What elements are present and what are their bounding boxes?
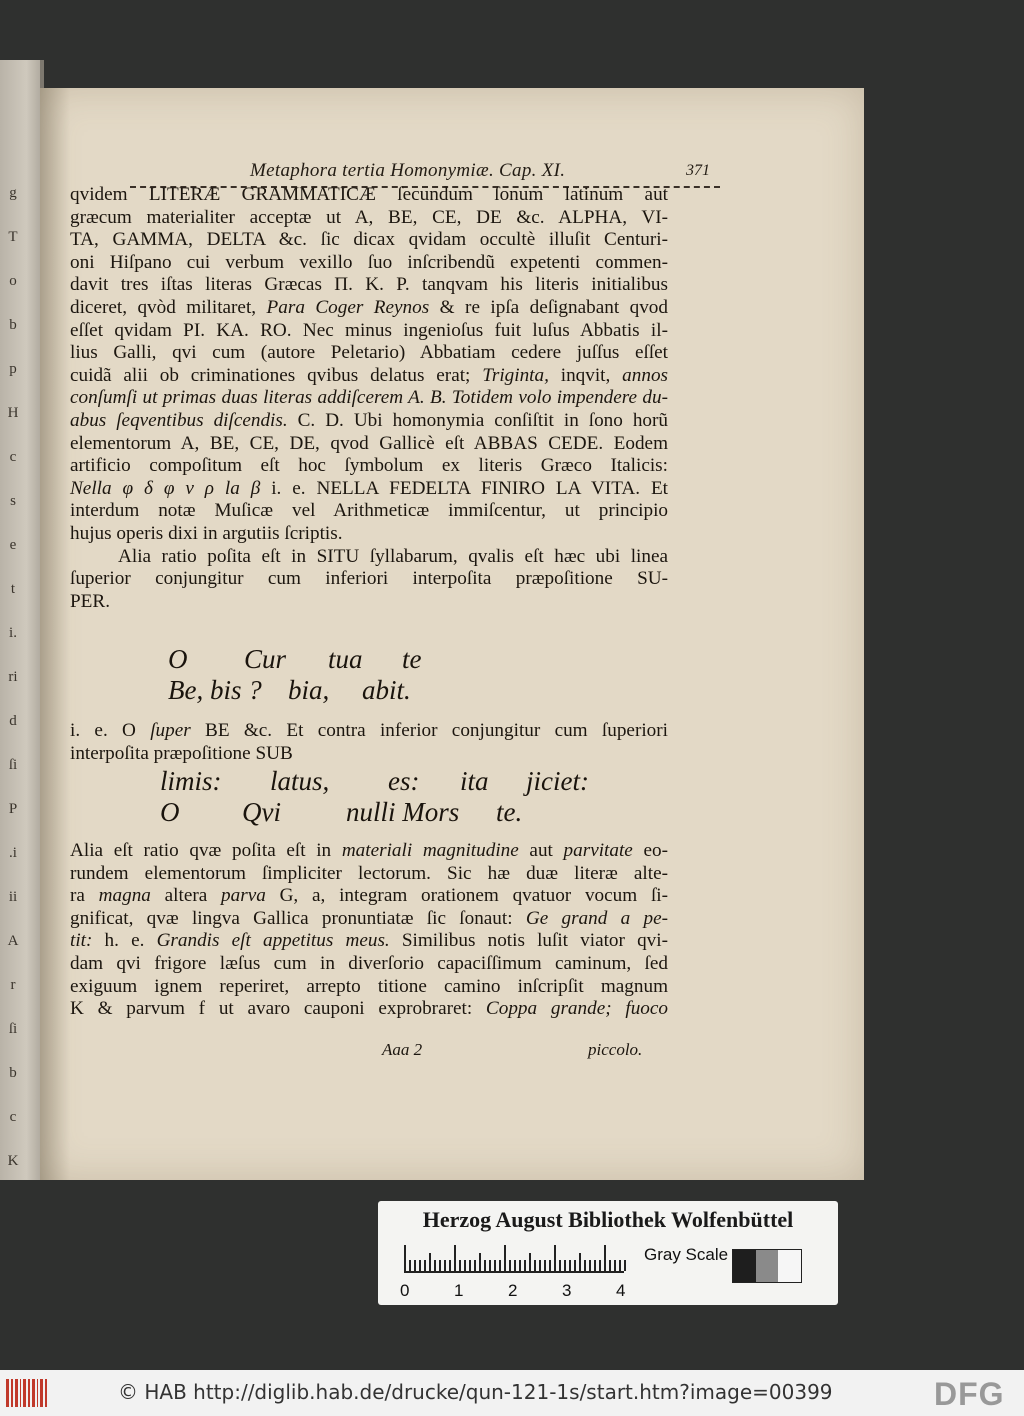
text-span: hujus operis dixi in argutiis ſcriptis. <box>70 522 343 544</box>
text-span: elementorum A, BE, CE, DE, qvod Gallicè eſt ABBAS CEDE. Eodem <box>70 432 668 454</box>
ruler-tick <box>429 1253 431 1271</box>
library-color-bar <box>378 1201 838 1305</box>
barcode-bar <box>40 1379 43 1407</box>
ruler-tick <box>614 1260 616 1271</box>
ruler-tick <box>459 1260 461 1271</box>
verse-super <box>168 644 422 706</box>
italic-span: ſuper <box>150 720 191 741</box>
text-span: ra <box>70 885 99 907</box>
italic-span: Para Coger Reynos <box>266 296 430 318</box>
verse-word: bia, <box>288 675 330 705</box>
barcode-bar <box>28 1379 30 1407</box>
text-span: BE &c. Et contra inferior conjungitur cum ſuperiori <box>190 720 668 741</box>
italic-span: parvitate <box>563 840 633 861</box>
left-page-letter: A <box>7 933 19 949</box>
gray-scale-patch <box>732 1249 802 1283</box>
left-page-letter: t <box>10 581 16 597</box>
text-line <box>70 568 668 591</box>
ruler-tick <box>609 1260 611 1271</box>
ruler-tick <box>559 1260 561 1271</box>
verse-word: jiciet: <box>526 766 589 796</box>
text-span: inqvit, <box>548 364 623 386</box>
text-span: ſuperior conjungitur cum inferiori interpoſita præpoſitione SU- <box>70 568 668 590</box>
ruler-tick <box>594 1260 596 1271</box>
text-block-bottom <box>70 840 668 1021</box>
barcode-bar <box>32 1379 35 1407</box>
italic-span: materiali magnitudine <box>341 840 519 861</box>
text-span: interdum notæ Muſicæ vel Arithmeticæ immiſcentur, ut principio <box>70 500 668 522</box>
left-page-letter: g <box>9 185 17 201</box>
text-block-top <box>70 184 668 613</box>
text-span: rundem elementorum ſimpliciter lectorum. Sic hæ duæ literæ alte- <box>70 862 668 884</box>
left-page-letter: r <box>10 977 16 993</box>
barcode-bar <box>6 1379 9 1407</box>
gray-swatch <box>756 1250 779 1282</box>
ruler-tick <box>494 1260 496 1271</box>
text-span: altera <box>150 885 222 907</box>
ruler-tick <box>554 1245 556 1271</box>
barcode-bar <box>37 1379 38 1407</box>
text-line <box>70 320 668 343</box>
ruler-tick <box>454 1245 456 1271</box>
verse-word: Be, bis ? <box>168 675 262 705</box>
book-page <box>40 88 864 1180</box>
ruler-tick <box>549 1260 551 1271</box>
ruler-tick <box>439 1260 441 1271</box>
left-page-letter: d <box>9 713 17 729</box>
text-line <box>70 930 668 953</box>
text-line <box>70 229 668 252</box>
body-text <box>70 184 668 613</box>
italic-span: Ge grand a pe- <box>525 907 668 929</box>
text-span: i. e. O <box>70 720 151 741</box>
verse-word: te. <box>496 797 523 827</box>
text-span: Alia eſt ratio qvæ poſita eſt in <box>70 840 342 861</box>
verse-word: Qvi <box>242 797 281 827</box>
text-line <box>70 478 668 501</box>
ruler-tick <box>489 1260 491 1271</box>
text-line <box>70 433 668 456</box>
ruler-tick <box>409 1260 411 1271</box>
italic-span: annos <box>622 364 668 386</box>
barcode-bar <box>15 1379 18 1407</box>
text-span: Similibus notis luſit viator qvi- <box>389 930 668 952</box>
italic-span: conſumſi ut primas duas literas addiſcerem A. B. Totidem volo impendere du- <box>70 387 668 409</box>
verse-word: te <box>402 644 422 674</box>
text-line <box>70 500 668 523</box>
ruler-tick <box>584 1260 586 1271</box>
italic-span: Coppa grande; fuoco <box>485 998 668 1020</box>
text-line <box>70 297 668 320</box>
ruler-tick <box>474 1260 476 1271</box>
text-line <box>70 998 668 1021</box>
left-page-letter: s <box>10 493 16 509</box>
running-head-title: Metaphora tertia Homonymiæ. Cap. XI. <box>250 160 566 181</box>
footer-url[interactable]: © HAB http://diglib.hab.de/drucke/qun-121-1s/start.htm?image=00399 <box>118 1380 833 1404</box>
ruler-tick <box>564 1260 566 1271</box>
text-span: i. e. NELLA FEDELTA FINIRO LA VITA. Et <box>260 477 668 499</box>
ruler-tick <box>539 1260 541 1271</box>
page-number: 371 <box>686 162 710 179</box>
left-page-letter: ii <box>8 889 18 905</box>
left-page-letter: o <box>9 273 17 289</box>
italic-span: Nella φ δ φ ν ρ la β <box>70 477 261 499</box>
left-page-letter: P <box>8 801 18 817</box>
text-span: eo- <box>632 840 668 861</box>
left-page-letter: H <box>7 405 19 421</box>
ruler-label: 1 <box>454 1281 464 1300</box>
ruler-tick <box>434 1260 436 1271</box>
verse-line <box>160 797 589 828</box>
text-span: lius Galli, qvi cum (autore Peletario) Abbatiam cedere juſſus eſſet <box>70 342 668 364</box>
ruler-tick <box>514 1260 516 1271</box>
text-line <box>70 976 668 999</box>
text-span: h. e. <box>92 930 157 952</box>
text-span: TA, GAMMA, DELTA &c. ſic dicax qvidam occultè illuſit Centuri- <box>70 229 668 251</box>
italic-span: Triginta, <box>482 364 549 386</box>
text-line <box>70 908 668 931</box>
ruler-tick <box>444 1260 446 1271</box>
verse-word: latus, <box>270 766 330 796</box>
ruler-tick <box>579 1253 581 1271</box>
text-line <box>70 743 668 766</box>
signature-mark: Aaa 2 <box>382 1040 423 1059</box>
ruler-tick <box>529 1253 531 1271</box>
ruler-tick <box>599 1260 601 1271</box>
text-span: K & parvum f ut avaro cauponi exprobraret: <box>70 998 486 1020</box>
text-span: artificio compoſitum eſt hoc ſymbolum ex literis Græco Italicis: <box>70 455 668 477</box>
left-page-letter: .i <box>9 845 17 861</box>
text-line <box>70 342 668 365</box>
text-line <box>70 274 668 297</box>
text-span: gnificat, qvæ lingva Gallica pronuntiatæ ſic ſonaut: <box>70 907 526 929</box>
ruler-tick <box>589 1260 591 1271</box>
verse-line <box>160 766 589 797</box>
left-page-letter: b <box>9 1065 17 1081</box>
barcode-bar <box>11 1379 13 1407</box>
text-span: eſſet qvidam PI. KA. RO. Nec minus ingenioſus fuit luſus Abbatis il- <box>70 319 668 341</box>
gray-scale-label: Gray Scale <box>644 1245 729 1264</box>
text-line <box>70 885 668 908</box>
text-line <box>70 410 668 433</box>
italic-span: magna <box>98 885 151 907</box>
barcode-bar <box>20 1379 21 1407</box>
ruler-tick <box>574 1260 576 1271</box>
barcode-bar <box>23 1379 26 1407</box>
left-page-letter: ri <box>8 669 18 685</box>
ruler-tick <box>469 1260 471 1271</box>
left-page-letter: p <box>9 361 17 377</box>
verse-word: limis: <box>160 766 222 796</box>
ruler-tick <box>604 1245 606 1271</box>
ruler-label: 4 <box>616 1281 626 1300</box>
left-page-letter: e <box>9 537 17 553</box>
verse-word: ita <box>460 766 489 796</box>
text-span: diceret, qvòd militaret, <box>70 296 267 318</box>
verse-word: nulli Mors <box>346 797 460 827</box>
text-line <box>70 546 668 569</box>
left-page-letter: ſi <box>8 757 18 773</box>
left-page-letter: c <box>9 449 17 465</box>
ruler-tick <box>544 1260 546 1271</box>
verse-line <box>168 644 422 675</box>
ruler-tick <box>404 1245 406 1271</box>
footer-bar <box>0 1370 1024 1416</box>
left-page-letter: K <box>7 1153 19 1169</box>
ruler-tick <box>569 1260 571 1271</box>
ruler-tick <box>524 1260 526 1271</box>
text-span: & re ipſa deſignabant qvod <box>429 296 668 318</box>
text-span: davit tres iſtas literas Græcas Π. K. P. tanqvam his literis initialibus <box>70 274 668 296</box>
ruler-tick <box>424 1260 426 1271</box>
italic-span: tit: <box>70 930 93 952</box>
italic-span: parva <box>221 885 266 907</box>
ruler-tick <box>499 1260 501 1271</box>
text-block-mid <box>70 720 668 765</box>
catchword: piccolo. <box>588 1040 643 1059</box>
text-line <box>70 591 668 614</box>
verse-word: es: <box>388 766 420 796</box>
verse-sub <box>160 766 589 828</box>
italic-span: Grandis eſt appetitus meus. <box>156 930 390 952</box>
verse-word: abit. <box>362 675 411 705</box>
gray-swatch <box>778 1250 801 1282</box>
text-line <box>70 720 668 743</box>
ruler-tick <box>619 1260 621 1271</box>
ruler-tick <box>484 1260 486 1271</box>
ruler-tick <box>464 1260 466 1271</box>
italic-span: abus ſeqventibus diſcendis. <box>70 409 288 431</box>
text-line <box>70 387 668 410</box>
left-page-letter: i. <box>9 625 17 641</box>
gray-swatch <box>733 1250 756 1282</box>
ruler-label: 2 <box>508 1281 518 1300</box>
text-span: G, a, integram orationem qvatuor vocum ſi- <box>265 885 668 907</box>
hab-barcode-icon <box>6 1379 48 1407</box>
ruler-tick <box>534 1260 536 1271</box>
ruler-tick <box>449 1260 451 1271</box>
barcode-bar <box>45 1379 47 1407</box>
left-page-letter: b <box>9 317 17 333</box>
text-line <box>70 365 668 388</box>
ruler-label: 3 <box>562 1281 572 1300</box>
left-page-letter: c <box>9 1109 17 1125</box>
text-span: PER. <box>70 590 110 612</box>
text-line <box>70 252 668 275</box>
ruler-tick <box>419 1260 421 1271</box>
left-page-letter: ſi <box>8 1021 18 1037</box>
text-span: cuidã alii ob criminationes qvibus delatus erat; <box>70 364 483 386</box>
left-facing-page <box>0 60 44 1180</box>
text-span: græcum materialiter acceptæ ut A, BE, CE, DE &c. ALPHA, VI- <box>70 206 668 228</box>
ruler-label: 0 <box>400 1281 410 1300</box>
text-span: oni Hiſpano cui verbum vexillo ſuo inſcribendũ expetenti commen- <box>70 251 668 273</box>
ruler-tick <box>624 1260 626 1271</box>
text-line <box>70 840 668 863</box>
ruler-tick <box>414 1260 416 1271</box>
verse-line <box>168 675 422 706</box>
text-line <box>70 207 668 230</box>
verse-word: Cur <box>244 644 287 674</box>
library-name: Herzog August Bibliothek Wolfenbüttel <box>422 1207 794 1232</box>
text-span: interpoſita præpoſitione SUB <box>70 742 293 764</box>
text-span: C. D. Ubi homonymia conſiſtit in ſono horũ <box>287 409 669 431</box>
ruler-tick <box>504 1245 506 1271</box>
verse-word: O <box>160 797 180 827</box>
scale-ruler <box>404 1243 624 1273</box>
text-span: dam qvi frigore læſus cum in diverſorio capaciſſimum caminum, ſed <box>70 952 668 974</box>
dfg-logo: DFG <box>934 1376 1005 1412</box>
text-span: Alia ratio poſita eſt in SITU ſyllabarum, qvalis eſt hæc ubi linea <box>118 545 668 567</box>
text-line <box>70 184 668 207</box>
text-span: qvidem LITERÆ GRAMMATICÆ ſecundum ſonum latinum aut <box>70 184 668 205</box>
text-span: exiguum ignem reperiret, arrepto titione camino inſcripſit magnum <box>70 975 668 997</box>
ruler-tick <box>519 1260 521 1271</box>
page-gutter-shadow <box>40 88 70 1180</box>
text-line <box>70 953 668 976</box>
text-line <box>70 455 668 478</box>
ruler-tick <box>479 1253 481 1271</box>
left-page-letter: T <box>8 229 18 245</box>
text-span: aut <box>518 840 564 861</box>
text-line <box>70 523 668 546</box>
ruler-tick <box>509 1260 511 1271</box>
verse-word: tua <box>328 644 363 674</box>
text-line <box>70 863 668 886</box>
verse-word: O <box>168 644 188 674</box>
